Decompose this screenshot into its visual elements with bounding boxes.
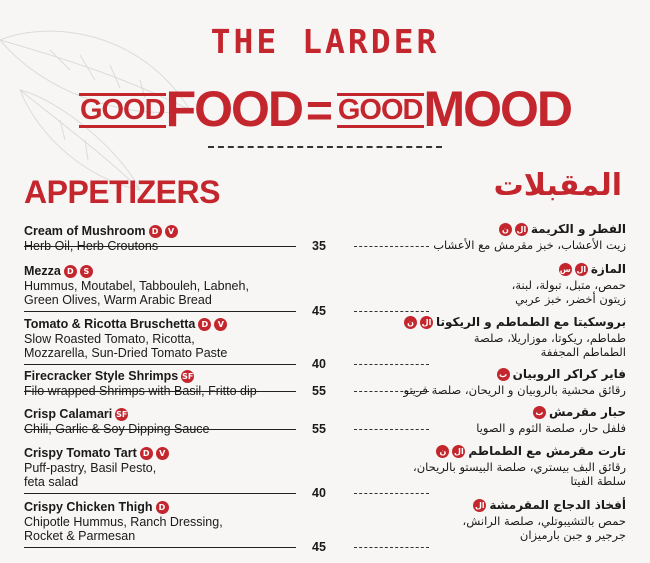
item-description-line-ar: حمص، متبل، تبولة، لبنة، <box>511 278 626 292</box>
leader-line <box>24 547 296 548</box>
slogan-good-1: GOOD <box>79 94 165 126</box>
item-description-ar <box>512 278 626 306</box>
dietary-badge: SF <box>116 409 128 419</box>
item-name-en <box>24 369 194 383</box>
dietary-badge-ar: ال <box>421 317 432 327</box>
dietary-badge-ar: ال <box>576 264 587 274</box>
dietary-badge: V <box>214 318 227 331</box>
item-description-line: Filo wrapped Shrimps with Basil, Fritto dip <box>24 384 257 398</box>
dietary-badge: D <box>198 318 211 331</box>
item-name-en <box>24 264 93 278</box>
item-description-line: Hummus, Moutabel, Tabbouleh, Labneh, <box>24 279 249 293</box>
slogan-mood: MOOD <box>423 81 572 137</box>
item-name-text: Crisp Calamari <box>24 407 113 421</box>
item-name-ar <box>436 444 626 458</box>
slogan <box>0 81 650 137</box>
item-name-text-ar: الفطر و الكريمة <box>530 222 626 236</box>
leader-line-dashed <box>354 493 429 494</box>
leader-line <box>24 493 296 494</box>
item-description-en <box>24 279 249 307</box>
item-name-text: Firecracker Style Shrimps <box>24 369 179 383</box>
item-name-text-ar: تارت مقرمش مع الطماطم <box>468 444 626 458</box>
item-name-ar <box>473 498 626 512</box>
item-name-text-ar: المازة <box>590 262 626 276</box>
dietary-badge: D <box>140 447 153 460</box>
item-name-en <box>24 500 169 514</box>
item-price: 35 <box>312 239 326 253</box>
item-price: 45 <box>312 304 326 318</box>
item-description-line: feta salad <box>24 475 79 489</box>
leader-line-dashed <box>354 246 429 247</box>
item-price: 45 <box>312 540 326 554</box>
item-name-text-ar: أفخاذ الدجاج المقرمشة <box>489 498 626 512</box>
item-name-text: Cream of Mushroom <box>24 224 146 238</box>
dietary-badge-ar: ال <box>474 500 485 510</box>
dietary-badge-ar: س <box>559 264 571 274</box>
dietary-badge: V <box>165 225 178 238</box>
item-description-ar <box>474 331 626 359</box>
dietary-badge-ar: ب <box>533 406 546 419</box>
item-price: 40 <box>312 357 326 371</box>
item-price: 40 <box>312 486 326 500</box>
item-description-line-ar: زيتون أخضر، خبز عربي <box>515 292 626 306</box>
dietary-badge-ar: ن <box>499 223 512 236</box>
item-price: 55 <box>312 422 326 436</box>
item-description-line: Mozzarella, Sun-Dried Tomato Paste <box>24 346 228 360</box>
dietary-badge: S <box>80 265 93 278</box>
dietary-badge: D <box>64 265 77 278</box>
item-description-line: Chili, Garlic & Soy Dipping Sauce <box>24 422 210 436</box>
item-name-text: Crispy Tomato Tart <box>24 446 137 460</box>
section-title-en: APPETIZERS <box>24 174 220 210</box>
dietary-badge-ar: ن <box>404 316 417 329</box>
leader-line-dashed <box>354 364 429 365</box>
item-description-line: Rocket & Parmesan <box>24 529 136 543</box>
item-description-line: Chipotle Hummus, Ranch Dressing, <box>24 515 223 529</box>
item-name-en <box>24 224 178 238</box>
item-description-line-ar: طماطم، ريكوتا، موزاريلا، صلصة <box>473 331 626 345</box>
item-name-en <box>24 317 227 331</box>
slogan-equals: = <box>306 84 333 136</box>
item-name-text-ar: فاير كراكر الروبيان <box>512 367 626 381</box>
dietary-badge-ar: ال <box>454 446 464 456</box>
dietary-badge-ar: ن <box>436 445 449 458</box>
item-description-line: Green Olives, Warm Arabic Bread <box>24 293 212 307</box>
item-name-ar <box>499 222 626 236</box>
dietary-badge-ar: ال <box>516 224 527 234</box>
slogan-food: FOOD <box>165 81 302 137</box>
item-description-line-ar: فلفل حار، صلصة الثوم و الصويا <box>476 421 626 435</box>
header-divider <box>208 146 442 148</box>
item-name-text: Tomato & Ricotta Bruschetta <box>24 317 196 331</box>
leader-line-dashed <box>354 547 429 548</box>
menu-item <box>24 444 626 500</box>
item-description-ar <box>433 238 626 252</box>
item-name-text-ar: بروسكيتا مع الطماطم و الريكوتا <box>436 315 626 329</box>
dietary-badge: V <box>156 447 169 460</box>
menu-item <box>24 315 626 371</box>
slogan-good-2: GOOD <box>337 94 423 126</box>
leader-line <box>24 364 296 365</box>
leader-line-dashed <box>354 311 429 312</box>
item-name-ar <box>559 262 626 276</box>
item-name-text-ar: حبار مقرمش <box>548 405 626 419</box>
item-description-line-ar: جرجير و جبن بارميزان <box>519 528 626 542</box>
item-name-ar <box>497 367 626 381</box>
leader-line-dashed <box>354 429 429 430</box>
item-description-line-ar: زيت الأعشاب، خبز مقرمش مع الأعشاب <box>433 238 626 252</box>
menu-item <box>24 262 626 318</box>
section-title-ar: المقبلات <box>493 168 622 203</box>
brand-title: THE LARDER <box>210 22 440 61</box>
item-description-line: Herb Oil, Herb Croutons <box>24 239 159 253</box>
item-description-line-ar: رقائق محشية بالروبيان و الريحان، صلصة فريتو <box>403 383 626 397</box>
leader-line <box>24 391 296 392</box>
dietary-badge: D <box>149 225 162 238</box>
item-description-en <box>24 515 223 543</box>
item-description-line-ar: الطماطم المجففة <box>540 345 626 359</box>
item-description-line: Slow Roasted Tomato, Ricotta, <box>24 332 195 346</box>
item-description-line-ar: رقائق البف بيستري، صلصة البيستو بالريحان، <box>412 460 626 474</box>
leader-line <box>24 311 296 312</box>
item-description-ar <box>476 421 626 435</box>
item-description-line: Puff-pastry, Basil Pesto, <box>24 461 157 475</box>
menu-item <box>24 498 626 554</box>
item-price: 55 <box>312 384 326 398</box>
item-name-ar <box>533 405 626 419</box>
item-description-ar <box>403 383 626 397</box>
item-name-text: Crispy Chicken Thigh <box>24 500 153 514</box>
item-name-ar <box>404 315 626 329</box>
item-description-line-ar: سلطة الفيتا <box>570 474 626 488</box>
dietary-badge: D <box>156 501 169 514</box>
leader-line <box>24 246 296 247</box>
item-description-en <box>24 461 156 489</box>
item-name-en <box>24 446 169 460</box>
item-description-line-ar: حمص بالتشيبوتلي، صلصة الرانش، <box>462 514 626 528</box>
item-name-text: Mezza <box>24 264 61 278</box>
item-description-ar <box>463 514 626 542</box>
leader-line <box>24 429 296 430</box>
item-name-en <box>24 407 128 421</box>
item-description-en <box>24 332 227 360</box>
item-description-ar <box>413 460 626 488</box>
dietary-badge-ar: ب <box>497 368 510 381</box>
dietary-badge: SF <box>182 371 194 381</box>
